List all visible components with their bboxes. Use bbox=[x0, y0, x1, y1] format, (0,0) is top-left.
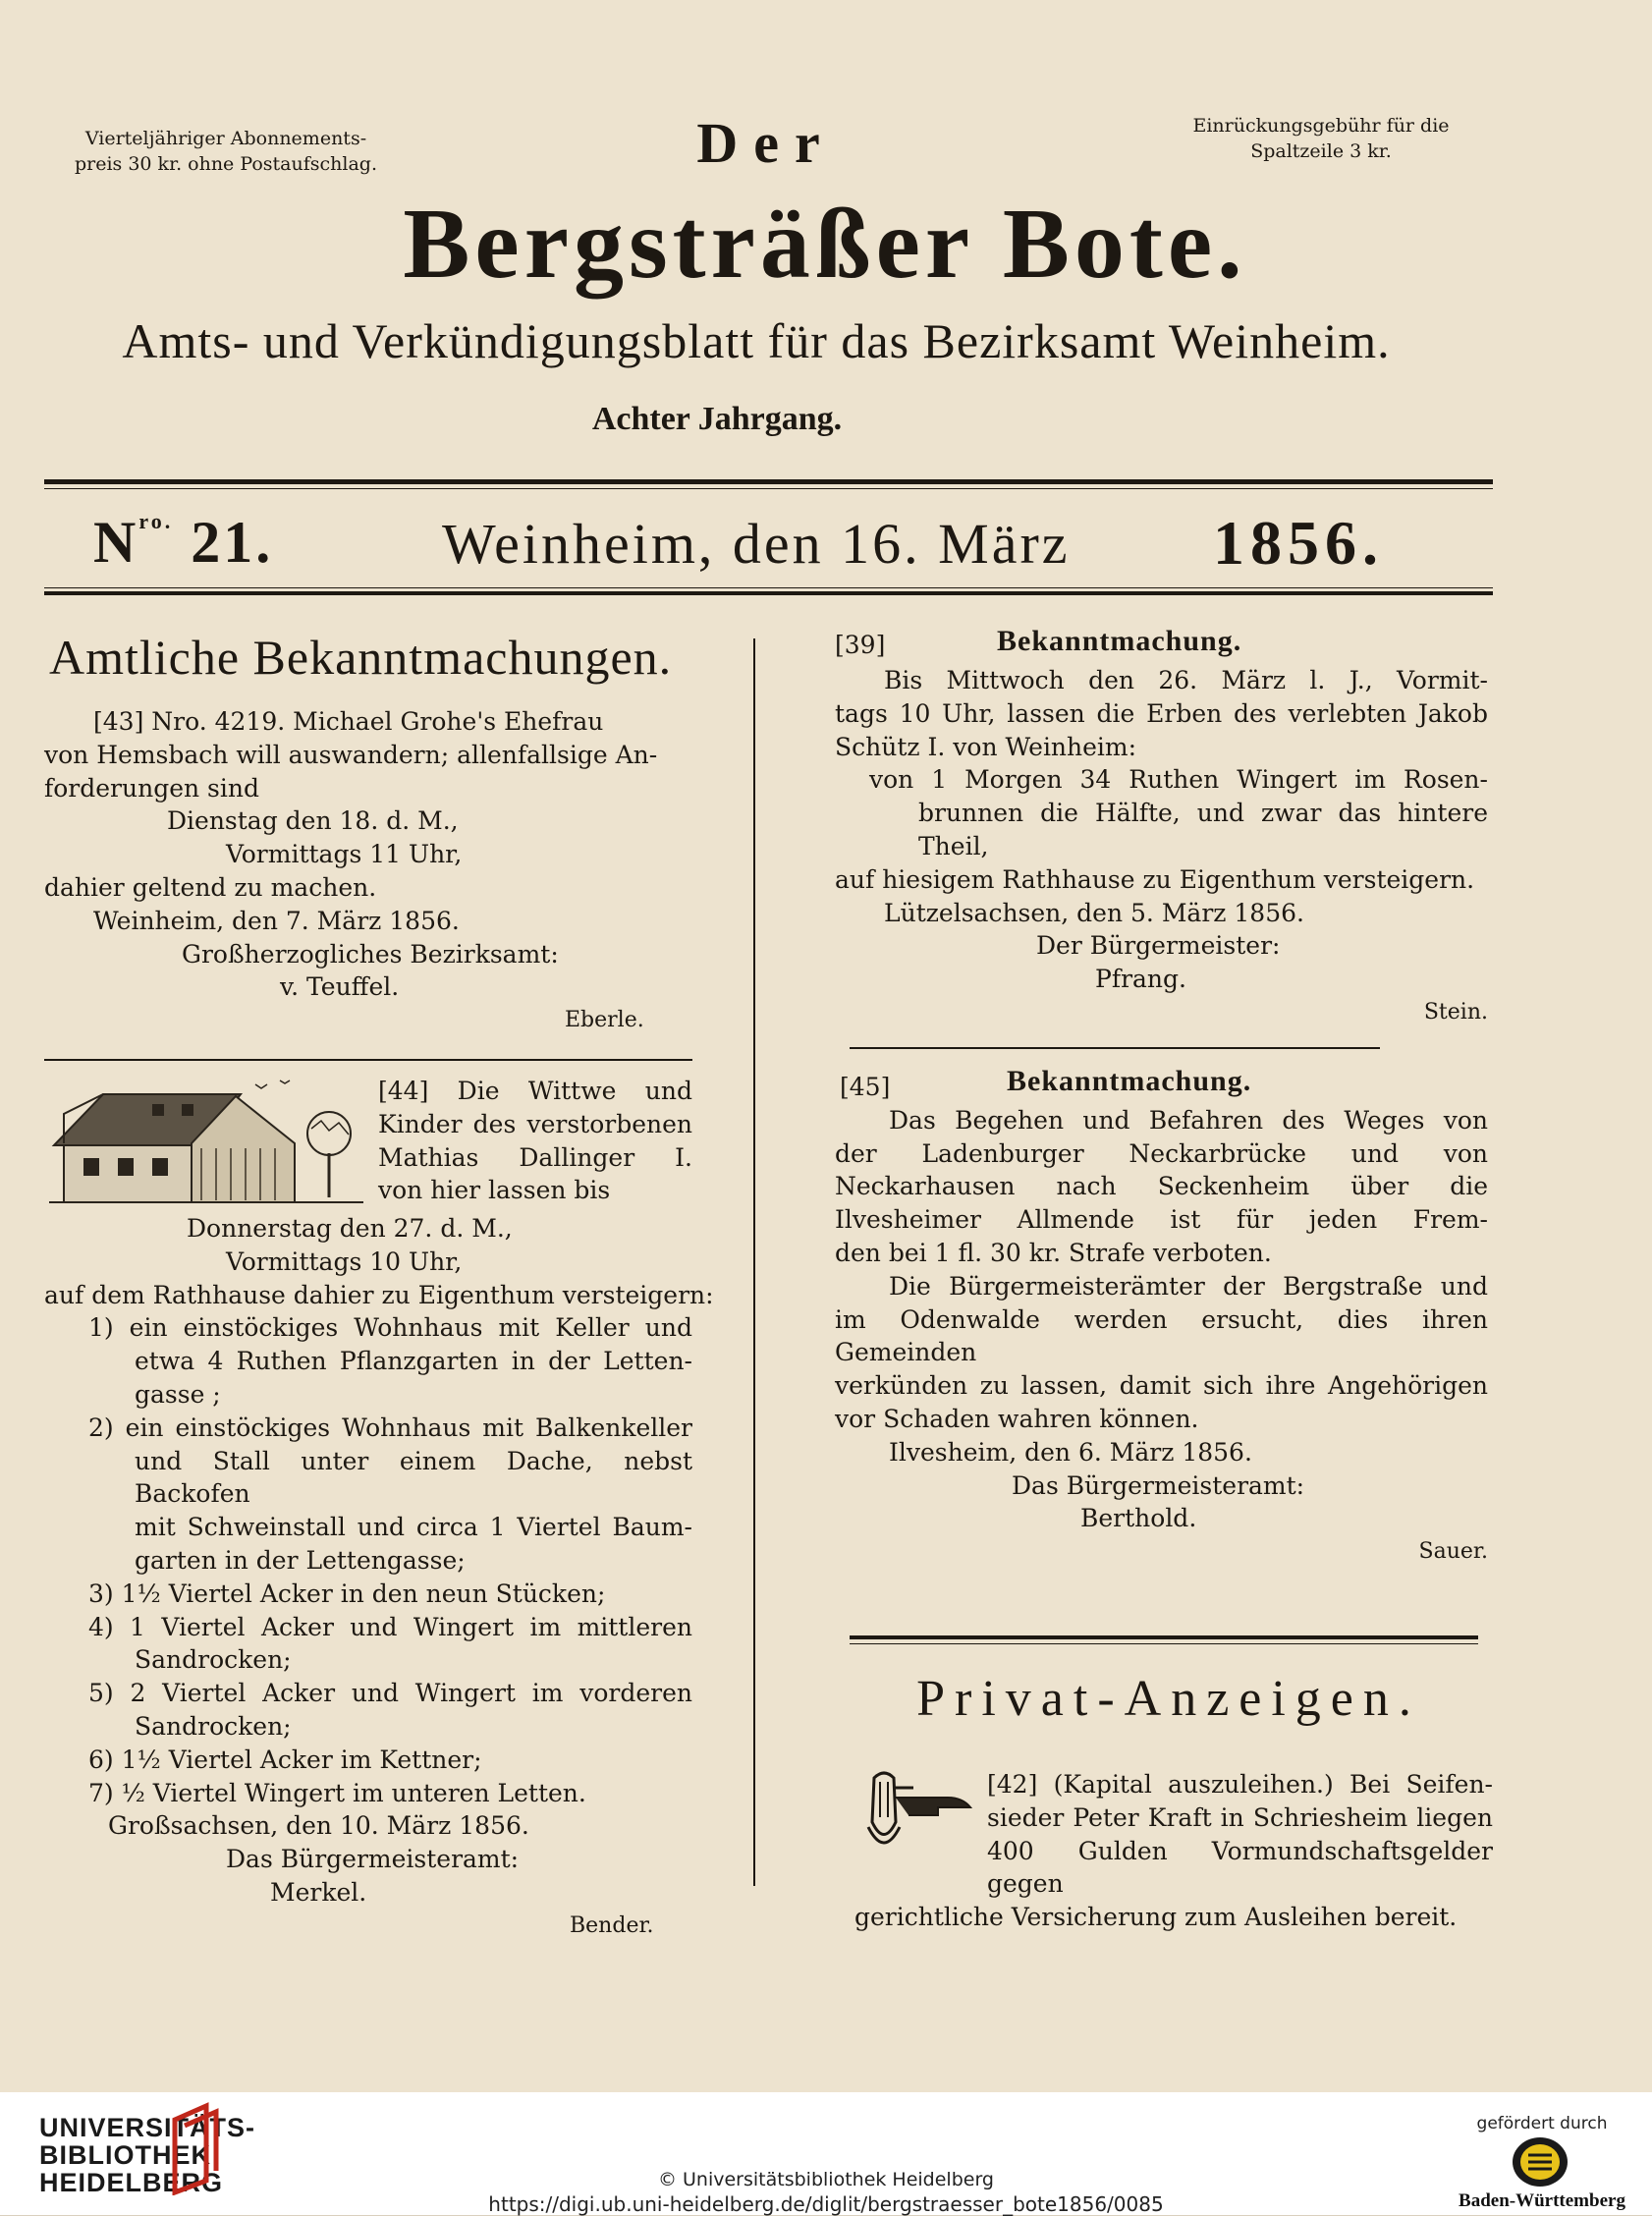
notice-line: sieder Peter Kraft in Schriesheim liegen bbox=[987, 1802, 1493, 1832]
notice-line: der Ladenburger Neckarbrücke und von bbox=[835, 1138, 1488, 1168]
notice-line: gerichtliche Versicherung zum Ausleihen bereit. bbox=[854, 1903, 1458, 1932]
notice-line: vor Schaden wahren können. bbox=[835, 1404, 1199, 1433]
notice-line: Vormittags 10 Uhr, bbox=[226, 1246, 463, 1276]
list-item: 4) 1 Viertel Acker und Wingert im mittleren bbox=[88, 1612, 692, 1641]
insertion-fee-note bbox=[1159, 113, 1483, 164]
notice-signature: Merkel. bbox=[270, 1877, 367, 1907]
volume-line: Achter Jahrgang. bbox=[591, 401, 843, 437]
notice-line: Großherzogliches Bezirksamt: bbox=[182, 939, 559, 969]
list-item: und Stall unter einem Dache, nebst Backofen bbox=[135, 1446, 692, 1509]
subscription-note-line: Vierteljähriger Abonnements- bbox=[84, 128, 367, 149]
notice-line: Neckarhausen nach Seckenheim über die bbox=[835, 1172, 1488, 1201]
notice-line: Schütz I. von Weinheim: bbox=[835, 732, 1137, 761]
notice-45-header bbox=[835, 1065, 1488, 1104]
notice-signature: Pfrang. bbox=[1095, 965, 1186, 994]
notice-line: Weinheim, den 7. März 1856. bbox=[93, 906, 460, 935]
sponsor-name: Baden-Württemberg bbox=[1459, 2190, 1625, 2211]
masthead-subtitle: Amts- und Verkündigungsblatt für das Bezirksamt Weinheim. bbox=[122, 313, 1391, 368]
list-item: 5) 2 Viertel Acker und Wingert im vorderen bbox=[88, 1679, 692, 1708]
notice-line: dahier geltend zu machen. bbox=[44, 872, 377, 902]
insertion-fee-line: Einrückungsgebühr für die bbox=[1192, 115, 1450, 137]
notice-signature: Sauer. bbox=[1418, 1539, 1488, 1565]
issue-number bbox=[93, 509, 273, 577]
notice-line: forderungen sind bbox=[44, 773, 259, 803]
notice-line: Ilvesheim, den 6. März 1856. bbox=[889, 1437, 1252, 1467]
notice-line: Donnerstag den 27. d. M., bbox=[187, 1213, 513, 1243]
source-url[interactable]: https://digi.ub.uni-heidelberg.de/diglit/bergstraesser_bote1856/0085 bbox=[488, 2192, 1164, 2216]
list-item: 6) 1½ Viertel Acker im Kettner; bbox=[88, 1745, 482, 1774]
notice-signature: Stein. bbox=[1423, 999, 1488, 1025]
notice-line: Dienstag den 18. d. M., bbox=[167, 806, 459, 836]
notice-separator bbox=[850, 1047, 1380, 1049]
column-divider bbox=[753, 638, 755, 1886]
list-item: mit Schweinstall und circa 1 Viertel Baum- bbox=[135, 1513, 692, 1542]
notice-line: brunnen die Hälfte, und zwar das hintere bbox=[918, 799, 1488, 828]
notice-heading: Bekanntmachung. bbox=[997, 625, 1242, 657]
issue-number-prefix: N bbox=[93, 510, 139, 575]
notice-line: Kinder des verstorbenen bbox=[378, 1109, 692, 1138]
issue-place-date: Weinheim, den 16. März bbox=[442, 512, 1071, 576]
notice-number: [39] bbox=[835, 631, 886, 659]
sponsor-label: gefördert durch bbox=[1476, 2114, 1608, 2133]
issue-number-sup: ro. bbox=[138, 509, 174, 533]
notice-number: [45] bbox=[840, 1072, 891, 1101]
right-column bbox=[835, 625, 1488, 1569]
list-item: Sandrocken; bbox=[135, 1645, 292, 1675]
notice-line: den bei 1 fl. 30 kr. Strafe verboten. bbox=[835, 1238, 1272, 1267]
digitization-footer bbox=[0, 2092, 1652, 2215]
notice-44-intro-block bbox=[44, 1075, 692, 1212]
notice-line: [42] (Kapital auszuleihen.) Bei Seifen- bbox=[987, 1770, 1493, 1799]
notice-39 bbox=[835, 625, 1488, 1029]
subscription-note bbox=[39, 126, 413, 177]
notice-line: Mathias Dallinger I. bbox=[378, 1142, 692, 1172]
list-item: 1) ein einstöckiges Wohnhaus mit Keller und bbox=[88, 1313, 692, 1343]
state-coat-of-arms-icon bbox=[1511, 2135, 1569, 2189]
library-name-line: HEIDELBERG bbox=[39, 2168, 224, 2197]
notice-43 bbox=[44, 705, 692, 1037]
notice-line: Das Bürgermeisteramt: bbox=[1012, 1470, 1305, 1500]
masthead-title: Bergsträßer Bote. bbox=[403, 189, 1247, 300]
notice-line: Großsachsen, den 10. März 1856. bbox=[108, 1811, 529, 1841]
issue-rule-bottom bbox=[44, 591, 1493, 595]
list-item: etwa 4 Ruthen Pflanzgarten in der Letten- bbox=[135, 1347, 692, 1376]
house-illustration-icon bbox=[44, 1075, 368, 1212]
notice-signature: Eberle. bbox=[565, 1008, 644, 1033]
notice-line: Theil, bbox=[918, 831, 989, 860]
notice-line: im Odenwalde werden ersucht, dies ihren Gemeinden bbox=[835, 1304, 1488, 1367]
notice-line: [43] Nro. 4219. Michael Grohe's Ehefrau bbox=[93, 707, 604, 736]
list-item: 2) ein einstöckiges Wohnhaus mit Balkenkeller bbox=[88, 1413, 692, 1442]
notice-signature: v. Teuffel. bbox=[280, 972, 400, 1002]
list-item: 3) 1½ Viertel Acker in den neun Stücken; bbox=[88, 1579, 606, 1608]
list-item: gasse ; bbox=[135, 1379, 221, 1409]
copyright-notice: © Universitätsbibliothek Heidelberg bbox=[657, 2169, 994, 2190]
masthead-article: Der bbox=[696, 111, 836, 175]
left-column bbox=[44, 629, 714, 1943]
list-item: 7) ½ Viertel Wingert im unteren Letten. bbox=[88, 1778, 586, 1807]
notice-line: Lützelsachsen, den 5. März 1856. bbox=[884, 898, 1304, 927]
notice-line: Das Begehen und Befahren des Weges von bbox=[889, 1105, 1488, 1135]
notice-39-header bbox=[835, 625, 1488, 664]
section-rule-thick bbox=[850, 1635, 1478, 1639]
notice-44-body bbox=[44, 1212, 714, 1943]
notice-line: verkünden zu lassen, damit sich ihre Angehörigen bbox=[835, 1371, 1488, 1401]
issue-year: 1856. bbox=[1213, 508, 1384, 578]
official-notices-heading: Amtliche Bekanntmachungen. bbox=[49, 630, 673, 685]
issue-rule-bottom-thin bbox=[44, 587, 1493, 588]
notice-line: von 1 Morgen 34 Ruthen Wingert im Rosen- bbox=[869, 765, 1488, 795]
private-ads-heading: Privat-Anzeigen. bbox=[916, 1671, 1421, 1727]
notice-line: von hier lassen bis bbox=[378, 1176, 611, 1205]
list-item: garten in der Lettengasse; bbox=[135, 1545, 466, 1575]
insertion-fee-line: Spaltzeile 3 kr. bbox=[1250, 140, 1392, 162]
notice-line: auf dem Rathhause dahier zu Eigenthum versteigern: bbox=[44, 1280, 714, 1309]
notice-line: Ilvesheimer Allmende ist für jeden Frem- bbox=[835, 1205, 1488, 1235]
notice-line: [44] Die Wittwe und bbox=[378, 1076, 692, 1105]
issue-rule-top bbox=[44, 479, 1493, 484]
notice-line: 400 Gulden Vormundschaftsgelder gegen bbox=[987, 1836, 1493, 1899]
notice-signature: Bender. bbox=[570, 1912, 654, 1938]
notice-45 bbox=[835, 1065, 1488, 1569]
issue-number-value: 21. bbox=[191, 510, 274, 575]
notice-separator bbox=[44, 1059, 692, 1061]
notice-line: Die Bürgermeisterämter der Bergstraße und bbox=[889, 1271, 1488, 1301]
list-item: Sandrocken; bbox=[135, 1711, 292, 1741]
notice-42 bbox=[854, 1768, 1493, 1934]
notice-44-intro bbox=[378, 1075, 692, 1207]
section-rule-thin bbox=[850, 1643, 1478, 1644]
library-name-line: BIBLIOTHEK bbox=[39, 2140, 211, 2170]
subscription-note-line: preis 30 kr. ohne Postaufschlag. bbox=[74, 153, 378, 175]
notice-line: Das Bürgermeisteramt: bbox=[226, 1845, 520, 1874]
notice-line: Vormittags 11 Uhr, bbox=[226, 840, 463, 869]
notice-line: auf hiesigem Rathhause zu Eigenthum versteigern. bbox=[835, 864, 1475, 894]
notice-line: Der Bürgermeister: bbox=[1036, 931, 1281, 961]
notice-signature: Berthold. bbox=[1080, 1504, 1197, 1533]
notice-heading: Bekanntmachung. bbox=[1007, 1064, 1252, 1097]
notice-line: Bis Mittwoch den 26. März l. J., Vormit- bbox=[884, 666, 1488, 694]
notice-line: tags 10 Uhr, lassen die Erben des verlebten Jakob bbox=[835, 698, 1488, 728]
issue-rule-top-thin bbox=[44, 488, 1493, 489]
library-name-line: UNIVERSITÄTS- bbox=[39, 2113, 256, 2142]
notice-line: von Hemsbach will auswandern; allenfallsige An- bbox=[44, 740, 658, 769]
